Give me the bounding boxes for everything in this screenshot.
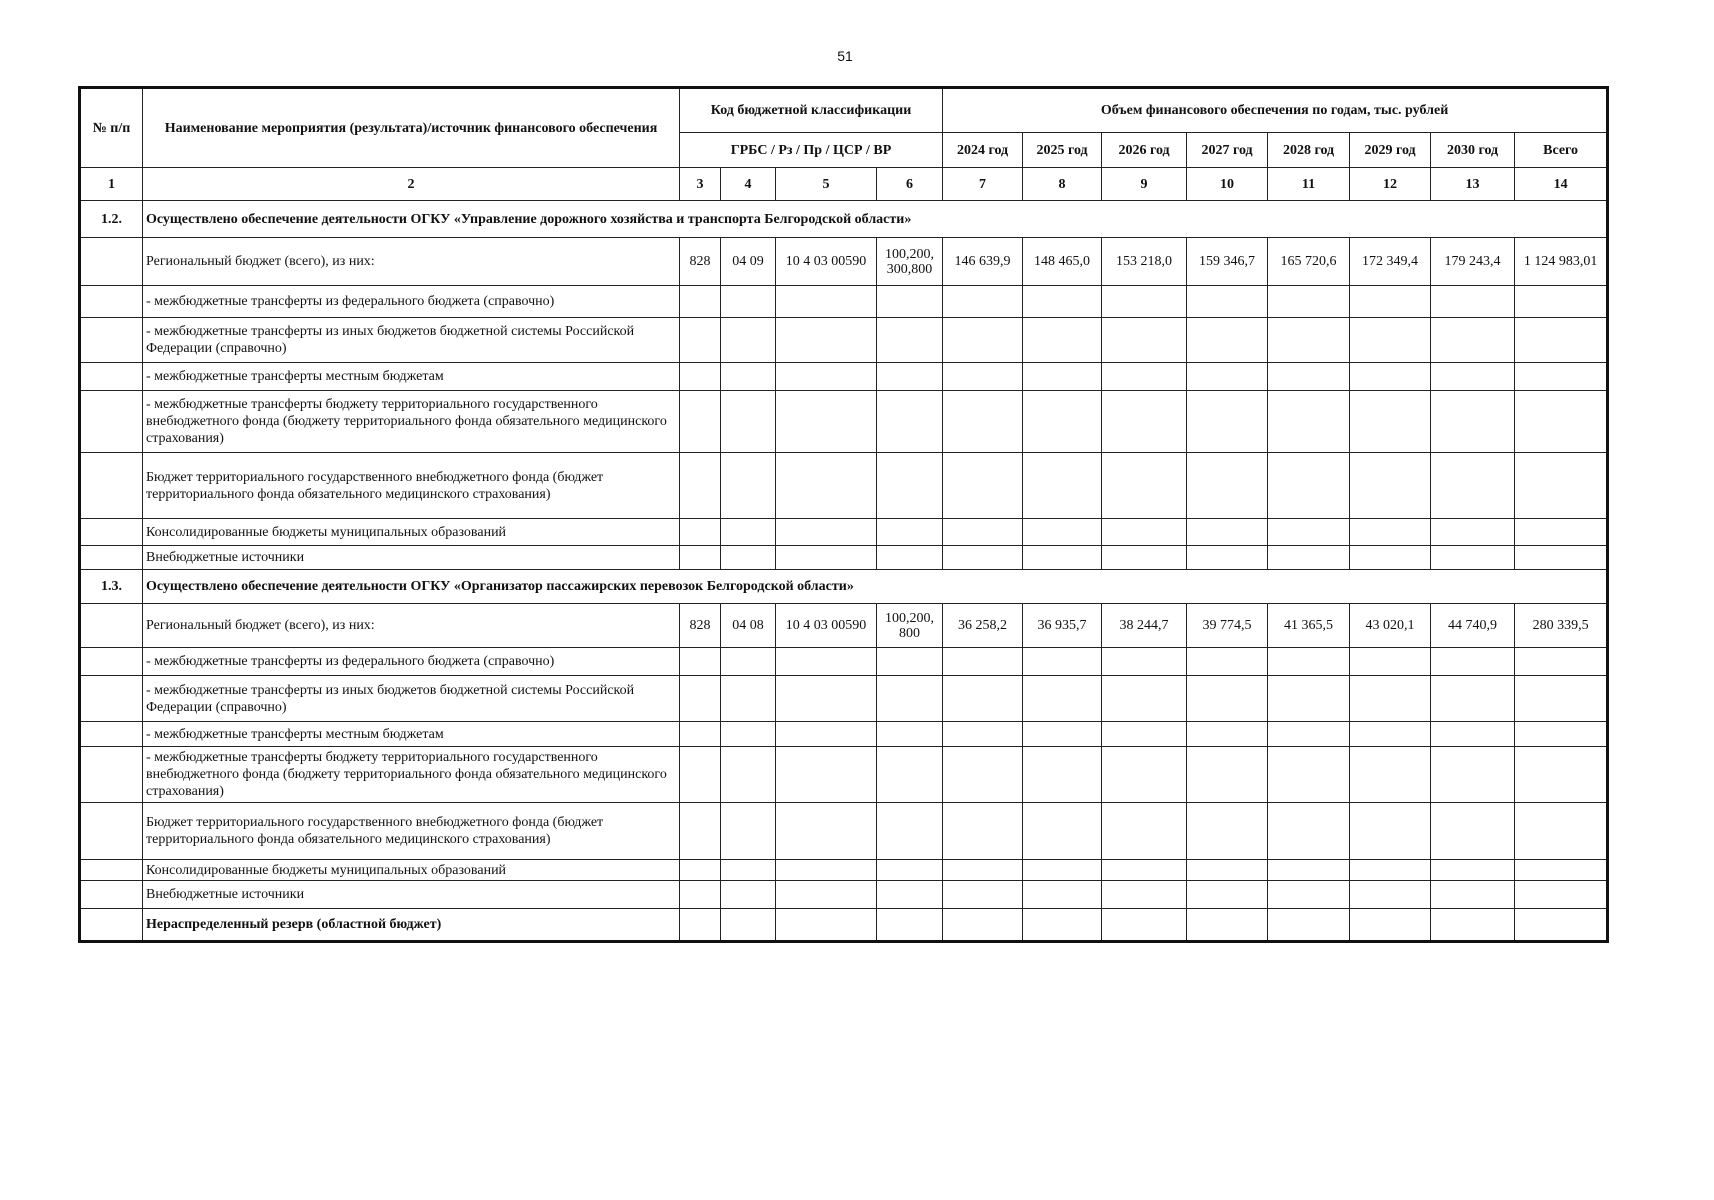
row-number-cell bbox=[80, 604, 143, 648]
column-number-8: 8 bbox=[1023, 168, 1102, 201]
table-row bbox=[80, 604, 1608, 648]
value-cell-7 bbox=[1431, 881, 1515, 909]
table-row bbox=[80, 881, 1608, 909]
column-number-1: 1 bbox=[80, 168, 143, 201]
column-number-7: 7 bbox=[943, 168, 1023, 201]
code-rzpr bbox=[721, 881, 776, 909]
value-cell-3 bbox=[1102, 881, 1187, 909]
footer-cell bbox=[721, 909, 776, 942]
value-cell-1: 36 258,2 bbox=[943, 604, 1023, 648]
value-cell-7 bbox=[1431, 546, 1515, 570]
row-name: - межбюджетные трансферты местным бюджетам bbox=[143, 363, 680, 391]
value-cell-2 bbox=[1023, 747, 1102, 803]
table-row bbox=[80, 391, 1608, 453]
value-cell-2 bbox=[1023, 363, 1102, 391]
value-cell-3 bbox=[1102, 453, 1187, 519]
column-number-6: 6 bbox=[877, 168, 943, 201]
value-cell-7 bbox=[1431, 391, 1515, 453]
row-number-cell bbox=[80, 676, 143, 722]
header-year-2: 2025 год bbox=[1023, 133, 1102, 168]
header-col-name: Наименование мероприятия (результата)/источник финансового обеспечения bbox=[143, 88, 680, 168]
header-year-8: Всего bbox=[1515, 133, 1608, 168]
code-csr bbox=[776, 519, 877, 546]
footer-cell bbox=[1102, 909, 1187, 942]
value-cell-5 bbox=[1268, 286, 1350, 318]
row-number-cell bbox=[80, 909, 143, 942]
value-cell-8 bbox=[1515, 546, 1608, 570]
column-number-12: 12 bbox=[1350, 168, 1431, 201]
code-vr bbox=[877, 318, 943, 363]
code-grbs bbox=[680, 519, 721, 546]
code-vr bbox=[877, 860, 943, 881]
code-grbs bbox=[680, 648, 721, 676]
row-number-cell bbox=[80, 747, 143, 803]
header-year-6: 2029 год bbox=[1350, 133, 1431, 168]
row-number-cell bbox=[80, 391, 143, 453]
value-cell-6 bbox=[1350, 860, 1431, 881]
value-cell-3 bbox=[1102, 722, 1187, 747]
header-col-no: № п/п bbox=[80, 88, 143, 168]
value-cell-7 bbox=[1431, 453, 1515, 519]
row-number-cell bbox=[80, 318, 143, 363]
code-vr bbox=[877, 453, 943, 519]
value-cell-8 bbox=[1515, 286, 1608, 318]
value-cell-3 bbox=[1102, 391, 1187, 453]
value-cell-6 bbox=[1350, 676, 1431, 722]
value-cell-8 bbox=[1515, 860, 1608, 881]
code-rzpr bbox=[721, 747, 776, 803]
code-csr bbox=[776, 453, 877, 519]
value-cell-3 bbox=[1102, 286, 1187, 318]
value-cell-5: 41 365,5 bbox=[1268, 604, 1350, 648]
code-rzpr bbox=[721, 391, 776, 453]
value-cell-8: 280 339,5 bbox=[1515, 604, 1608, 648]
code-csr bbox=[776, 722, 877, 747]
value-cell-3 bbox=[1102, 747, 1187, 803]
value-cell-4 bbox=[1187, 676, 1268, 722]
row-name: Внебюджетные источники bbox=[143, 881, 680, 909]
value-cell-4 bbox=[1187, 286, 1268, 318]
value-cell-8 bbox=[1515, 747, 1608, 803]
code-grbs bbox=[680, 453, 721, 519]
code-grbs bbox=[680, 676, 721, 722]
value-cell-2 bbox=[1023, 803, 1102, 860]
value-cell-8 bbox=[1515, 318, 1608, 363]
code-rzpr bbox=[721, 453, 776, 519]
value-cell-4 bbox=[1187, 363, 1268, 391]
table-row bbox=[80, 648, 1608, 676]
value-cell-8 bbox=[1515, 453, 1608, 519]
section-number: 1.2. bbox=[80, 201, 143, 238]
value-cell-8 bbox=[1515, 881, 1608, 909]
code-grbs bbox=[680, 722, 721, 747]
value-cell-4 bbox=[1187, 318, 1268, 363]
column-number-14: 14 bbox=[1515, 168, 1608, 201]
value-cell-5 bbox=[1268, 881, 1350, 909]
code-rzpr bbox=[721, 519, 776, 546]
code-rzpr bbox=[721, 860, 776, 881]
row-number-cell bbox=[80, 453, 143, 519]
value-cell-6 bbox=[1350, 803, 1431, 860]
value-cell-8 bbox=[1515, 391, 1608, 453]
row-name: - межбюджетные трансферты бюджету территориального государственного внебюджетного фонда (бюджету территориального фонда обязательного медицинского страхования) bbox=[143, 391, 680, 453]
value-cell-7 bbox=[1431, 803, 1515, 860]
code-csr bbox=[776, 318, 877, 363]
value-cell-6 bbox=[1350, 648, 1431, 676]
value-cell-6 bbox=[1350, 722, 1431, 747]
code-rzpr bbox=[721, 648, 776, 676]
code-vr bbox=[877, 546, 943, 570]
table-header bbox=[80, 88, 1608, 201]
header-year-4: 2027 год bbox=[1187, 133, 1268, 168]
value-cell-8 bbox=[1515, 722, 1608, 747]
section-title: Осуществлено обеспечение деятельности ОГКУ «Организатор пассажирских перевозок Белгородской области» bbox=[143, 570, 1608, 604]
value-cell-1 bbox=[943, 391, 1023, 453]
value-cell-4 bbox=[1187, 453, 1268, 519]
value-cell-5 bbox=[1268, 519, 1350, 546]
value-cell-2 bbox=[1023, 318, 1102, 363]
value-cell-3: 153 218,0 bbox=[1102, 238, 1187, 286]
table-row bbox=[80, 676, 1608, 722]
code-vr bbox=[877, 722, 943, 747]
code-csr bbox=[776, 648, 877, 676]
value-cell-1 bbox=[943, 881, 1023, 909]
value-cell-1 bbox=[943, 803, 1023, 860]
value-cell-2 bbox=[1023, 453, 1102, 519]
row-name: Внебюджетные источники bbox=[143, 546, 680, 570]
row-name: Консолидированные бюджеты муниципальных образований bbox=[143, 860, 680, 881]
code-vr bbox=[877, 391, 943, 453]
row-name: - межбюджетные трансферты из федерального бюджета (справочно) bbox=[143, 648, 680, 676]
value-cell-1 bbox=[943, 722, 1023, 747]
value-cell-3 bbox=[1102, 676, 1187, 722]
row-name: Консолидированные бюджеты муниципальных образований bbox=[143, 519, 680, 546]
code-rzpr bbox=[721, 318, 776, 363]
value-cell-4 bbox=[1187, 391, 1268, 453]
value-cell-7: 44 740,9 bbox=[1431, 604, 1515, 648]
row-name: - межбюджетные трансферты из иных бюджетов бюджетной системы Российской Федерации (справочно) bbox=[143, 318, 680, 363]
value-cell-5: 165 720,6 bbox=[1268, 238, 1350, 286]
table-row bbox=[80, 519, 1608, 546]
code-csr bbox=[776, 803, 877, 860]
value-cell-8 bbox=[1515, 676, 1608, 722]
value-cell-3 bbox=[1102, 318, 1187, 363]
column-number-9: 9 bbox=[1102, 168, 1187, 201]
page-number: 51 bbox=[837, 48, 853, 64]
footer-row-name: Нераспределенный резерв (областной бюджет) bbox=[143, 909, 680, 942]
code-csr: 10 4 03 00590 bbox=[776, 238, 877, 286]
footer-row bbox=[80, 909, 1608, 942]
value-cell-5 bbox=[1268, 803, 1350, 860]
column-number-13: 13 bbox=[1431, 168, 1515, 201]
value-cell-4 bbox=[1187, 881, 1268, 909]
value-cell-2 bbox=[1023, 722, 1102, 747]
value-cell-7 bbox=[1431, 363, 1515, 391]
value-cell-1 bbox=[943, 453, 1023, 519]
code-csr bbox=[776, 881, 877, 909]
column-number-2: 2 bbox=[143, 168, 680, 201]
code-grbs bbox=[680, 363, 721, 391]
value-cell-2 bbox=[1023, 881, 1102, 909]
code-grbs bbox=[680, 747, 721, 803]
row-name: Региональный бюджет (всего), из них: bbox=[143, 604, 680, 648]
code-rzpr bbox=[721, 676, 776, 722]
value-cell-3 bbox=[1102, 803, 1187, 860]
value-cell-6 bbox=[1350, 519, 1431, 546]
value-cell-7 bbox=[1431, 676, 1515, 722]
value-cell-7 bbox=[1431, 519, 1515, 546]
value-cell-5 bbox=[1268, 676, 1350, 722]
value-cell-6 bbox=[1350, 453, 1431, 519]
value-cell-5 bbox=[1268, 722, 1350, 747]
value-cell-1 bbox=[943, 363, 1023, 391]
value-cell-1 bbox=[943, 860, 1023, 881]
footer-cell bbox=[1268, 909, 1350, 942]
section-title: Осуществлено обеспечение деятельности ОГКУ «Управление дорожного хозяйства и транспорта Белгородской области» bbox=[143, 201, 1608, 238]
value-cell-4: 39 774,5 bbox=[1187, 604, 1268, 648]
value-cell-7 bbox=[1431, 286, 1515, 318]
header-col-code-sub: ГРБС / Рз / Пр / ЦСР / ВР bbox=[680, 133, 943, 168]
value-cell-6: 172 349,4 bbox=[1350, 238, 1431, 286]
code-rzpr bbox=[721, 363, 776, 391]
value-cell-3 bbox=[1102, 519, 1187, 546]
row-name: Бюджет территориального государственного внебюджетного фонда (бюджет территориального фонда обязательного медицинского страхования) bbox=[143, 453, 680, 519]
value-cell-5 bbox=[1268, 391, 1350, 453]
row-name: - межбюджетные трансферты местным бюджетам bbox=[143, 722, 680, 747]
footer-cell bbox=[1350, 909, 1431, 942]
code-vr bbox=[877, 286, 943, 318]
value-cell-1 bbox=[943, 747, 1023, 803]
code-csr bbox=[776, 676, 877, 722]
row-number-cell bbox=[80, 238, 143, 286]
value-cell-6 bbox=[1350, 546, 1431, 570]
code-csr bbox=[776, 391, 877, 453]
code-grbs bbox=[680, 803, 721, 860]
footer-cell bbox=[1187, 909, 1268, 942]
code-vr bbox=[877, 363, 943, 391]
code-vr bbox=[877, 676, 943, 722]
value-cell-2: 36 935,7 bbox=[1023, 604, 1102, 648]
code-vr bbox=[877, 747, 943, 803]
value-cell-5 bbox=[1268, 747, 1350, 803]
row-number-cell bbox=[80, 803, 143, 860]
row-number-cell bbox=[80, 648, 143, 676]
row-name: Региональный бюджет (всего), из них: bbox=[143, 238, 680, 286]
value-cell-7: 179 243,4 bbox=[1431, 238, 1515, 286]
table-row bbox=[80, 722, 1608, 747]
footer-cell bbox=[1023, 909, 1102, 942]
code-rzpr bbox=[721, 722, 776, 747]
value-cell-4 bbox=[1187, 648, 1268, 676]
header-numbers-row bbox=[80, 168, 1608, 201]
code-grbs bbox=[680, 318, 721, 363]
table-row bbox=[80, 747, 1608, 803]
value-cell-7 bbox=[1431, 747, 1515, 803]
value-cell-3 bbox=[1102, 546, 1187, 570]
value-cell-2 bbox=[1023, 676, 1102, 722]
code-csr: 10 4 03 00590 bbox=[776, 604, 877, 648]
value-cell-8 bbox=[1515, 648, 1608, 676]
row-number-cell bbox=[80, 881, 143, 909]
value-cell-5 bbox=[1268, 546, 1350, 570]
section-row bbox=[80, 570, 1608, 604]
code-rzpr bbox=[721, 546, 776, 570]
value-cell-3 bbox=[1102, 363, 1187, 391]
value-cell-4 bbox=[1187, 519, 1268, 546]
code-grbs bbox=[680, 391, 721, 453]
row-name: Бюджет территориального государственного внебюджетного фонда (бюджет территориального фонда обязательного медицинского страхования) bbox=[143, 803, 680, 860]
section-row bbox=[80, 201, 1608, 238]
value-cell-4 bbox=[1187, 722, 1268, 747]
value-cell-5 bbox=[1268, 860, 1350, 881]
code-vr bbox=[877, 881, 943, 909]
row-number-cell bbox=[80, 519, 143, 546]
value-cell-5 bbox=[1268, 453, 1350, 519]
code-csr bbox=[776, 363, 877, 391]
header-year-1: 2024 год bbox=[943, 133, 1023, 168]
footer-cell bbox=[1431, 909, 1515, 942]
value-cell-1 bbox=[943, 519, 1023, 546]
value-cell-7 bbox=[1431, 318, 1515, 363]
header-year-7: 2030 год bbox=[1431, 133, 1515, 168]
code-csr bbox=[776, 860, 877, 881]
value-cell-6 bbox=[1350, 391, 1431, 453]
column-number-11: 11 bbox=[1268, 168, 1350, 201]
footer-cell bbox=[680, 909, 721, 942]
value-cell-4 bbox=[1187, 747, 1268, 803]
value-cell-6 bbox=[1350, 747, 1431, 803]
value-cell-6 bbox=[1350, 881, 1431, 909]
code-rzpr bbox=[721, 803, 776, 860]
footer-cell bbox=[1515, 909, 1608, 942]
row-number-cell bbox=[80, 363, 143, 391]
code-grbs bbox=[680, 546, 721, 570]
row-number-cell bbox=[80, 860, 143, 881]
table-row bbox=[80, 453, 1608, 519]
value-cell-1 bbox=[943, 676, 1023, 722]
table-row bbox=[80, 803, 1608, 860]
value-cell-4: 159 346,7 bbox=[1187, 238, 1268, 286]
value-cell-4 bbox=[1187, 860, 1268, 881]
code-rzpr: 04 09 bbox=[721, 238, 776, 286]
code-csr bbox=[776, 546, 877, 570]
row-name: - межбюджетные трансферты из федерального бюджета (справочно) bbox=[143, 286, 680, 318]
value-cell-2 bbox=[1023, 519, 1102, 546]
column-number-4: 4 bbox=[721, 168, 776, 201]
code-rzpr bbox=[721, 286, 776, 318]
value-cell-8 bbox=[1515, 363, 1608, 391]
section-number: 1.3. bbox=[80, 570, 143, 604]
value-cell-8 bbox=[1515, 519, 1608, 546]
value-cell-2: 148 465,0 bbox=[1023, 238, 1102, 286]
value-cell-2 bbox=[1023, 860, 1102, 881]
table-row bbox=[80, 860, 1608, 881]
value-cell-7 bbox=[1431, 648, 1515, 676]
code-grbs bbox=[680, 286, 721, 318]
code-rzpr: 04 08 bbox=[721, 604, 776, 648]
header-year-3: 2026 год bbox=[1102, 133, 1187, 168]
table-row bbox=[80, 546, 1608, 570]
value-cell-5 bbox=[1268, 648, 1350, 676]
table-row bbox=[80, 363, 1608, 391]
value-cell-6 bbox=[1350, 318, 1431, 363]
row-number-cell bbox=[80, 546, 143, 570]
code-grbs: 828 bbox=[680, 604, 721, 648]
header-year-5: 2028 год bbox=[1268, 133, 1350, 168]
value-cell-1 bbox=[943, 318, 1023, 363]
value-cell-2 bbox=[1023, 648, 1102, 676]
value-cell-1 bbox=[943, 286, 1023, 318]
column-number-3: 3 bbox=[680, 168, 721, 201]
header-col-code: Код бюджетной классификации bbox=[680, 88, 943, 133]
row-name: - межбюджетные трансферты бюджету территориального государственного внебюджетного фонда (бюджету территориального фонда обязательного медицинского страхования) bbox=[143, 747, 680, 803]
row-name: - межбюджетные трансферты из иных бюджетов бюджетной системы Российской Федерации (справочно) bbox=[143, 676, 680, 722]
footer-cell bbox=[877, 909, 943, 942]
code-vr bbox=[877, 519, 943, 546]
value-cell-8: 1 124 983,01 bbox=[1515, 238, 1608, 286]
row-number-cell bbox=[80, 722, 143, 747]
code-csr bbox=[776, 286, 877, 318]
header-col-volume: Объем финансового обеспечения по годам, тыс. рублей bbox=[943, 88, 1608, 133]
code-vr bbox=[877, 803, 943, 860]
value-cell-3 bbox=[1102, 648, 1187, 676]
budget-table bbox=[78, 86, 1609, 943]
value-cell-2 bbox=[1023, 286, 1102, 318]
code-csr bbox=[776, 747, 877, 803]
row-number-cell bbox=[80, 286, 143, 318]
value-cell-5 bbox=[1268, 318, 1350, 363]
value-cell-2 bbox=[1023, 546, 1102, 570]
code-vr bbox=[877, 648, 943, 676]
value-cell-3: 38 244,7 bbox=[1102, 604, 1187, 648]
footer-cell bbox=[776, 909, 877, 942]
column-number-10: 10 bbox=[1187, 168, 1268, 201]
code-vr: 100,200, 800 bbox=[877, 604, 943, 648]
value-cell-4 bbox=[1187, 546, 1268, 570]
value-cell-1 bbox=[943, 648, 1023, 676]
code-vr: 100,200, 300,800 bbox=[877, 238, 943, 286]
value-cell-6 bbox=[1350, 286, 1431, 318]
column-number-5: 5 bbox=[776, 168, 877, 201]
value-cell-7 bbox=[1431, 722, 1515, 747]
table-row bbox=[80, 238, 1608, 286]
table-row bbox=[80, 286, 1608, 318]
value-cell-5 bbox=[1268, 363, 1350, 391]
value-cell-6: 43 020,1 bbox=[1350, 604, 1431, 648]
value-cell-1: 146 639,9 bbox=[943, 238, 1023, 286]
value-cell-4 bbox=[1187, 803, 1268, 860]
value-cell-7 bbox=[1431, 860, 1515, 881]
code-grbs bbox=[680, 881, 721, 909]
table-body bbox=[80, 201, 1608, 942]
value-cell-2 bbox=[1023, 391, 1102, 453]
value-cell-6 bbox=[1350, 363, 1431, 391]
value-cell-8 bbox=[1515, 803, 1608, 860]
value-cell-1 bbox=[943, 546, 1023, 570]
code-grbs: 828 bbox=[680, 238, 721, 286]
code-grbs bbox=[680, 860, 721, 881]
table-row bbox=[80, 318, 1608, 363]
footer-cell bbox=[943, 909, 1023, 942]
value-cell-3 bbox=[1102, 860, 1187, 881]
